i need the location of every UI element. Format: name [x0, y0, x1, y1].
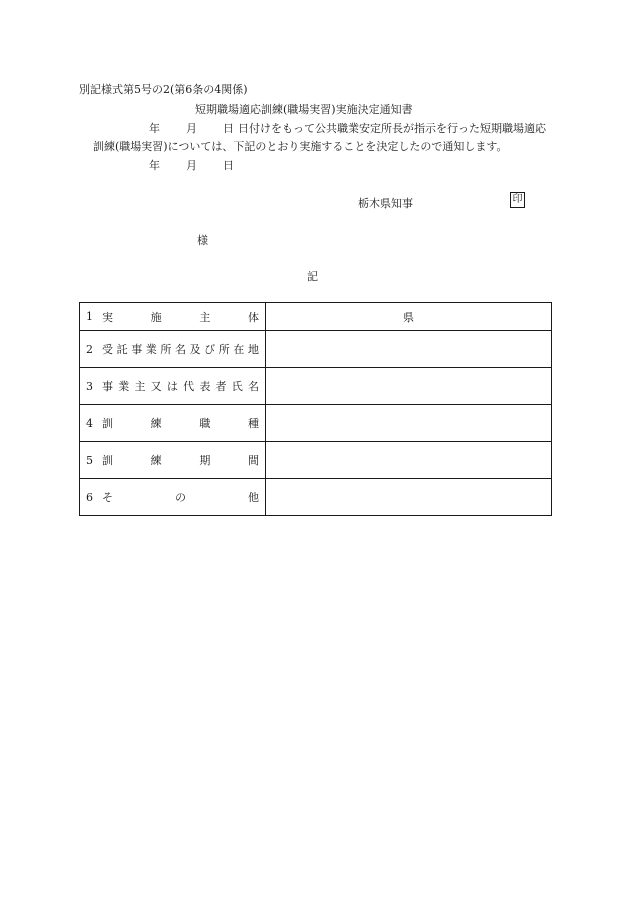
seal-mark: 印	[510, 192, 525, 208]
label-char: 体	[247, 310, 259, 324]
row-label-text	[102, 309, 259, 325]
row-value	[266, 368, 552, 405]
label-char: 事	[102, 380, 113, 393]
row-label	[80, 331, 266, 368]
label-char: 業	[145, 343, 157, 356]
day-label: 日	[223, 122, 234, 135]
label-char: 施	[150, 310, 162, 324]
label-char: 業	[118, 380, 130, 393]
row-label	[80, 368, 266, 405]
label-char: 表	[199, 380, 211, 393]
body-text-line-2: 訓練(職場実習)については、下記のとおり実施することを決定したので通知します。	[93, 140, 508, 153]
label-char: 実	[102, 310, 113, 324]
table-row	[80, 303, 552, 331]
label-char: 職	[199, 417, 211, 430]
row-number: 5	[86, 453, 93, 467]
table-row	[80, 479, 552, 516]
label-char: は	[166, 380, 178, 393]
label-char: 名	[174, 343, 186, 356]
label-char: 間	[247, 454, 259, 467]
ki-heading: 記	[307, 270, 318, 283]
label-char: の	[175, 491, 186, 504]
row-label	[80, 442, 266, 479]
issue-date	[149, 157, 234, 173]
row-label	[80, 479, 266, 516]
row-label-text	[102, 415, 259, 431]
label-char: 種	[247, 417, 259, 430]
table-row	[80, 405, 552, 442]
year-label: 年	[149, 122, 160, 135]
row-value	[266, 331, 552, 368]
label-char: 所	[218, 343, 230, 356]
label-char: 及	[189, 343, 201, 356]
row-label	[80, 303, 266, 331]
label-char: 訓	[102, 417, 113, 430]
label-char: 名	[247, 380, 259, 393]
label-char: 所	[160, 343, 172, 356]
label-char: 在	[233, 343, 245, 356]
addressee-suffix: 様	[197, 234, 208, 247]
document-title: 短期職場適応訓練(職場実習)実施決定通知書	[195, 103, 413, 116]
row-label-text	[102, 452, 259, 468]
label-char: 氏	[231, 380, 243, 393]
row-number: 6	[86, 490, 93, 504]
row-label	[80, 405, 266, 442]
row-value	[266, 479, 552, 516]
row-value: 県	[266, 303, 552, 331]
label-char: 期	[199, 454, 211, 467]
table-row	[80, 442, 552, 479]
label-char: 練	[150, 417, 162, 430]
sender-name: 栃木県知事	[358, 197, 413, 210]
label-char: 受	[102, 343, 113, 356]
label-char: 主	[199, 310, 211, 324]
row-number: 1	[86, 310, 93, 323]
label-char: 他	[248, 491, 259, 504]
day-label: 日	[223, 159, 234, 172]
row-number: 2	[86, 342, 93, 356]
year-label: 年	[149, 159, 160, 172]
label-char: 地	[247, 343, 259, 356]
body-text-line-1: 日付けをもって公共職業安定所長が指示を行った短期職場適応	[238, 122, 546, 135]
row-number: 3	[86, 379, 93, 393]
label-char: 練	[150, 454, 162, 467]
row-number: 4	[86, 416, 93, 430]
table-row	[80, 331, 552, 368]
form-number: 別記様式第5号の2(第6条の4関係)	[79, 83, 248, 96]
row-label-text	[102, 341, 259, 357]
label-char: 代	[183, 380, 195, 393]
label-char: 者	[215, 380, 227, 393]
label-char: 訓	[102, 454, 113, 467]
label-char: 託	[116, 343, 128, 356]
details-table	[79, 302, 552, 516]
month-label: 月	[186, 122, 197, 135]
label-char: 又	[150, 380, 162, 393]
label-char: 事	[131, 343, 143, 356]
row-label-text	[102, 489, 259, 505]
label-char: び	[204, 343, 216, 356]
label-char: そ	[102, 491, 113, 504]
row-value	[266, 405, 552, 442]
row-label-text	[102, 378, 259, 394]
table-row	[80, 368, 552, 405]
row-value	[266, 442, 552, 479]
label-char: 主	[134, 380, 146, 393]
month-label: 月	[186, 159, 197, 172]
reference-date	[149, 120, 234, 136]
